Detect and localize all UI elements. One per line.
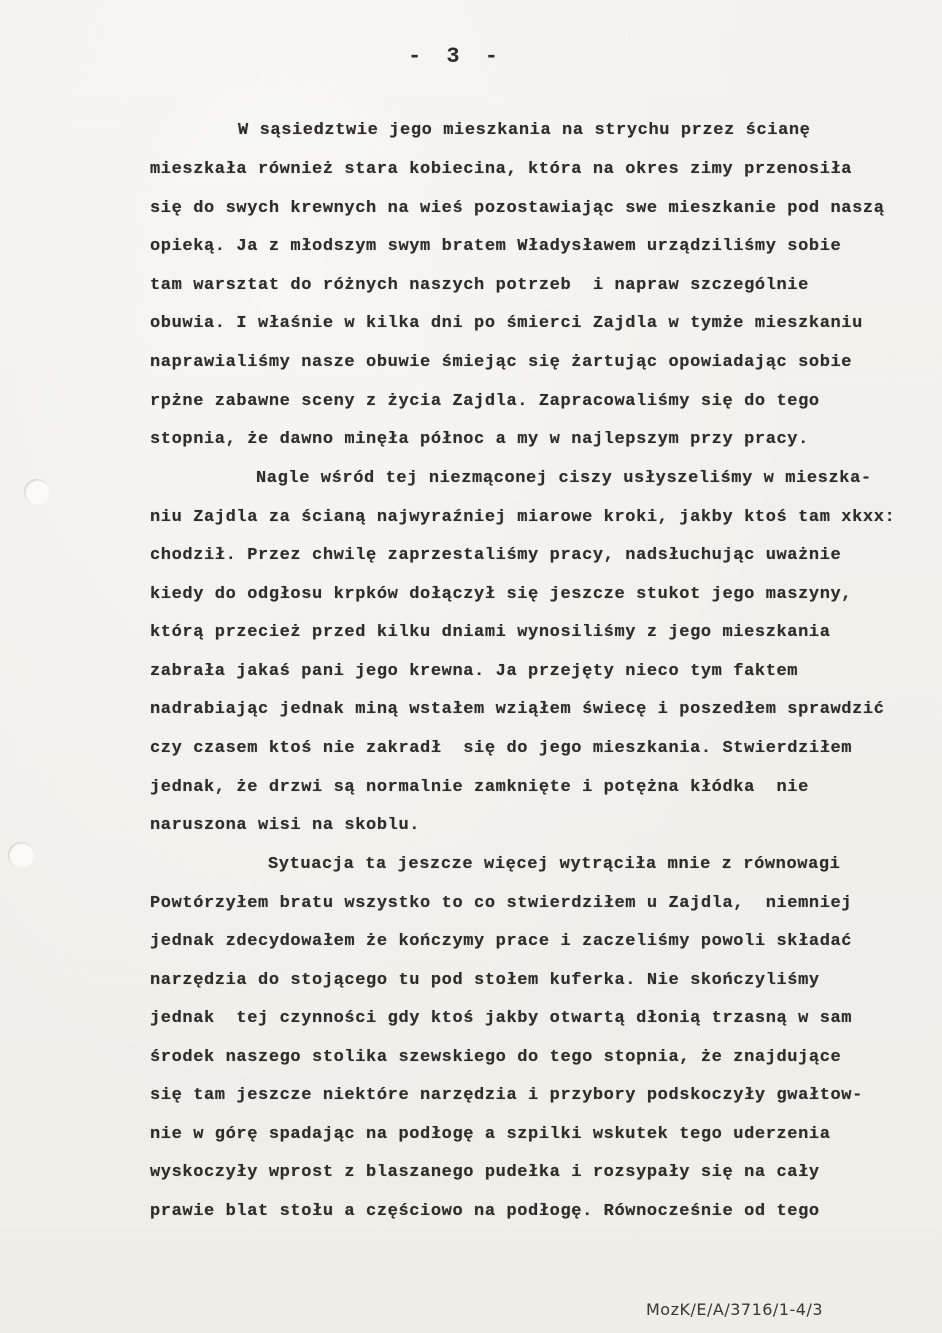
text-line: wyskoczyły wprost z blaszanego pudełka i rozsypały się na cały bbox=[150, 1163, 820, 1182]
punch-hole bbox=[8, 842, 34, 868]
text-line: się do swych krewnych na wieś pozostawiając swe mieszkanie pod naszą bbox=[150, 199, 885, 218]
text-line: nadrabiając jednak miną wstałem wziąłem świecę i poszedłem sprawdzić bbox=[150, 700, 885, 719]
text-line: tam warsztat do różnych naszych potrzeb i napraw szczególnie bbox=[150, 276, 809, 295]
text-line: się tam jeszcze niektóre narzędzia i przybory podskoczyły gwałtow- bbox=[150, 1086, 863, 1105]
text-line: rpżne zabawne sceny z życia Zajdla. Zapracowaliśmy się do tego bbox=[150, 392, 820, 411]
text-line: Nagle wśród tej niezmąconej ciszy usłyszeliśmy w mieszka- bbox=[256, 469, 872, 488]
text-line: niu Zajdla za ścianą najwyraźniej miarowe kroki, jakby ktoś tam xkxx: bbox=[150, 508, 896, 527]
text-line: jednak zdecydowałem że kończymy prace i zaczeliśmy powoli składać bbox=[150, 932, 853, 951]
text-line: naruszona wisi na skoblu. bbox=[150, 816, 421, 835]
text-line: prawie blat stołu a częściowo na podłogę. Równocześnie od tego bbox=[150, 1202, 820, 1221]
punch-hole bbox=[24, 479, 50, 505]
text-line: W sąsiedztwie jego mieszkania na strychu przez ścianę bbox=[238, 121, 811, 140]
text-line: nie w górę spadając na podłogę a szpilki wskutek tego uderzenia bbox=[150, 1125, 831, 1144]
text-line: stopnia, że dawno minęła północ a my w najlepszym przy pracy. bbox=[150, 430, 809, 449]
text-line: którą przecież przed kilku dniami wynosiliśmy z jego mieszkania bbox=[150, 623, 831, 642]
text-line: środek naszego stolika szewskiego do tego stopnia, że znajdujące bbox=[150, 1048, 842, 1067]
archive-reference: MozK/E/A/3716/1-4/3 bbox=[646, 1300, 824, 1319]
text-line: chodził. Przez chwilę zaprzestaliśmy pracy, nadsłuchując uważnie bbox=[150, 546, 842, 565]
text-line: kiedy do odgłosu krpków dołączył się jeszcze stukot jego maszyny, bbox=[150, 585, 853, 604]
text-line: czy czasem ktoś nie zakradł się do jego mieszkania. Stwierdziłem bbox=[150, 739, 853, 758]
text-line: jednak tej czynności gdy ktoś jakby otwartą dłonią trzasną w sam bbox=[150, 1009, 853, 1028]
page-number: - 3 - bbox=[407, 44, 504, 69]
text-line: opieką. Ja z młodszym swym bratem Władysławem urządziliśmy sobie bbox=[150, 237, 842, 256]
text-line: Powtórzyłem bratu wszystko to co stwierdziłem u Zajdla, niemniej bbox=[150, 894, 853, 913]
text-line: obuwia. I właśnie w kilka dni po śmierci Zajdla w tymże mieszkaniu bbox=[150, 314, 863, 333]
text-line: narzędzia do stojącego tu pod stołem kuferka. Nie skończyliśmy bbox=[150, 971, 820, 990]
text-line: Sytuacja ta jeszcze więcej wytrąciła mnie z równowagi bbox=[268, 855, 841, 874]
text-line: zabrała jakaś pani jego krewna. Ja przejęty nieco tym faktem bbox=[150, 662, 799, 681]
text-line: naprawialiśmy nasze obuwie śmiejąc się żartując opowiadając sobie bbox=[150, 353, 853, 372]
text-line: jednak, że drzwi są normalnie zamknięte i potężna kłódka nie bbox=[150, 778, 809, 797]
text-line: mieszkała również stara kobiecina, która na okres zimy przenosiła bbox=[150, 160, 853, 179]
